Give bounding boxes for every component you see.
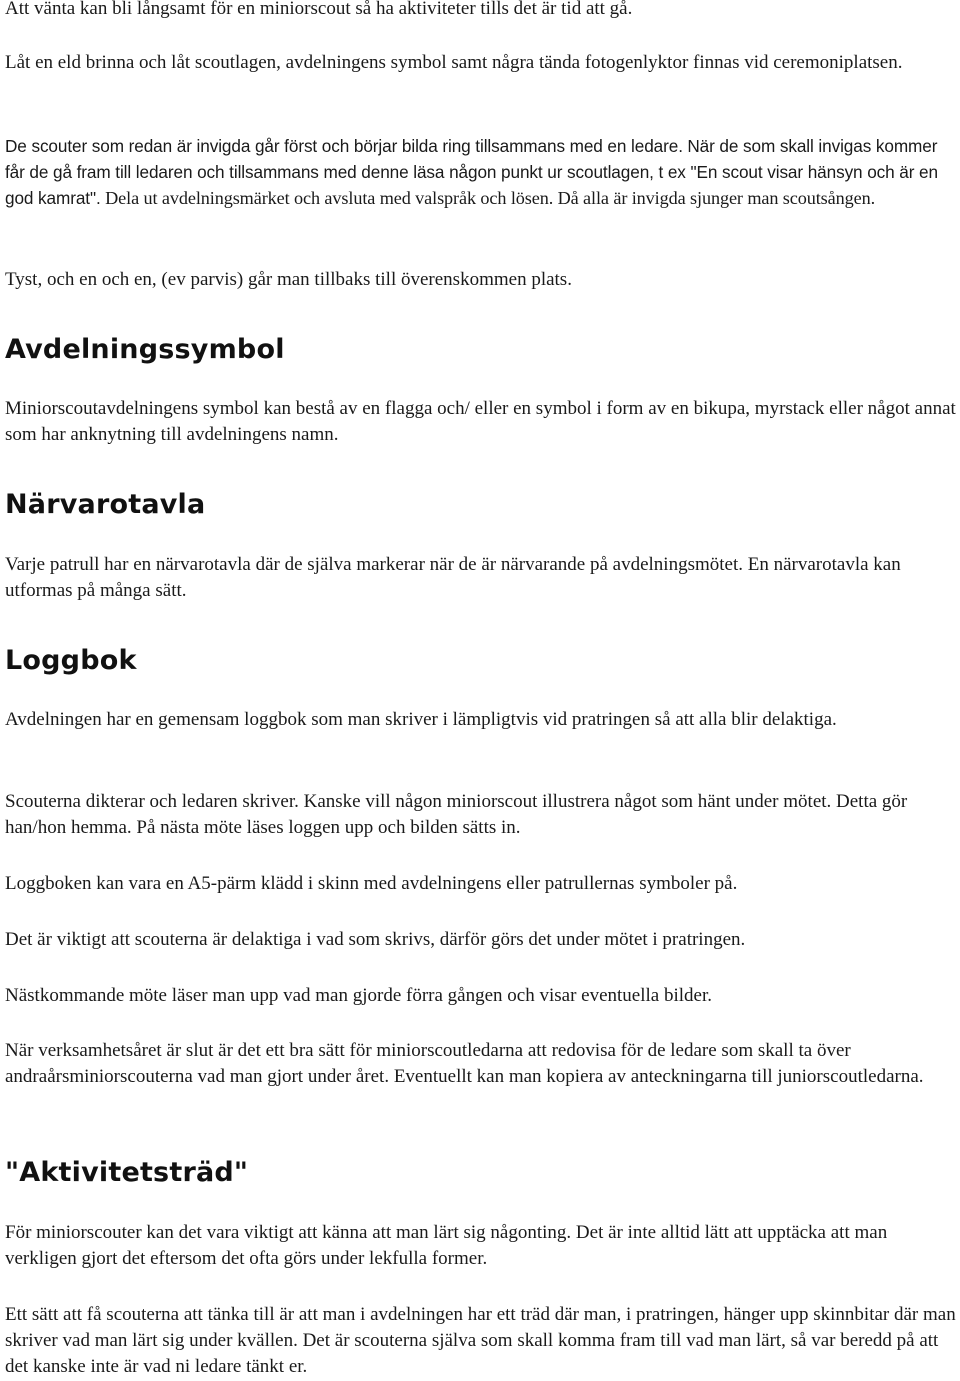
- section-heading: Loggbok: [5, 645, 137, 676]
- paragraph-text: För miniorscouter kan det vara viktigt att känna att man lärt sig någonting. Det är inte alltid lätt att upptäcka att man verkligen gjort det eftersom det ofta görs under lekfulla former.: [5, 1222, 888, 1269]
- paragraph-text: När verksamhetsåret är slut är det ett bra sätt för miniorscoutledarna att redovisa för de ledare som skall ta över andraårsminiorscouterna vad man gjort under året. Eventuellt kan man kopiera av anteckningarna till juniorscoutledarna.: [5, 1040, 924, 1087]
- paragraph-text: Det är viktigt att scouterna är delaktiga i vad som skrivs, därför görs det under mötet i pratringen.: [5, 929, 746, 950]
- paragraph-trad-1: [5, 1220, 957, 1272]
- paragraph-text: Varje patrull har en närvarotavla där de själva markerar när de är närvarande på avdelningsmötet. En närvarotavla kan utformas på många sätt.: [5, 554, 901, 601]
- paragraph-text: Scouterna dikterar och ledaren skriver. Kanske vill någon miniorscout illustrera något som hänt under mötet. Detta gör han/hon hemma. På nästa möte läses loggen upp och bilden sätts in.: [5, 791, 908, 838]
- paragraph-ring-part-c: Dela ut avdelningsmärket och avsluta med valspråk och lösen. Då alla är invigda sjunger man scoutsången.: [105, 188, 876, 208]
- paragraph-text: Låt en eld brinna och låt scoutlagen, avdelningens symbol samt några tända fotogenlyktor finnas vid ceremoniplatsen.: [5, 52, 903, 73]
- paragraph-trad-2: [5, 1302, 957, 1380]
- paragraph-text: [5, 133, 957, 211]
- heading-loggbok: [5, 644, 957, 678]
- section-heading: Avdelningssymbol: [5, 334, 285, 365]
- paragraph-tyst: [5, 267, 957, 293]
- paragraph-text: Ett sätt att få scouterna att tänka till är att man i avdelningen har ett träd där man, i pratringen, hänger upp skinnbitar där man skriver vad man lärt sig under kvällen. Det är scouterna själva som skall komma fram till vad man lärt, så var beredd på att det kanske inte är vad ni ledare tänkt er.: [5, 1304, 956, 1377]
- paragraph-text: Miniorscoutavdelningens symbol kan bestå av en flagga och/ eller en symbol i form av en bikupa, myrstack eller något annat som har anknytning till avdelningens namn.: [5, 398, 956, 445]
- paragraph-ring: [5, 133, 957, 211]
- paragraph-logg-6: [5, 1038, 957, 1090]
- section-heading: "Aktivitetsträd": [5, 1157, 249, 1188]
- paragraph-text: Tyst, och en och en, (ev parvis) går man tillbaks till överenskommen plats.: [5, 269, 572, 290]
- paragraph-logg-5: [5, 983, 957, 1009]
- heading-narvarotavla: [5, 488, 957, 522]
- paragraph-text: Avdelningen har en gemensam loggbok som man skriver i lämpligtvis vid pratringen så att alla blir delaktiga.: [5, 709, 837, 730]
- paragraph-text: Att vänta kan bli långsamt för en miniorscout så ha aktiviteter tills det är tid att gå.: [5, 0, 633, 19]
- paragraph-logg-4: [5, 927, 957, 953]
- heading-aktivitetstrad: [5, 1156, 957, 1190]
- paragraph-symbol: [5, 396, 957, 448]
- heading-avdelningssymbol: [5, 333, 957, 367]
- paragraph-logg-2: [5, 789, 957, 841]
- paragraph-narvaro: [5, 552, 957, 604]
- paragraph-logg-1: [5, 707, 957, 733]
- paragraph-ring-part-b: När de som skall invigas kommer får de gå fram till ledaren och tillsammans med denne läsa någon punkt ur scoutlagen, t ex "En scout visar hänsyn och är en god kamrat".: [5, 136, 938, 208]
- paragraph-intro: [5, 0, 957, 22]
- paragraph-text: Loggboken kan vara en A5-pärm klädd i skinn med avdelningens eller patrullernas symboler på.: [5, 873, 738, 894]
- paragraph-logg-3: [5, 871, 957, 897]
- paragraph-text: Nästkommande möte läser man upp vad man gjorde förra gången och visar eventuella bilder.: [5, 985, 712, 1006]
- paragraph-ring-part-a: De scouter som redan är invigda går först och börjar bilda ring tillsammans med en ledare.: [5, 136, 683, 156]
- section-heading: Närvarotavla: [5, 489, 206, 520]
- paragraph-eld: [5, 50, 957, 76]
